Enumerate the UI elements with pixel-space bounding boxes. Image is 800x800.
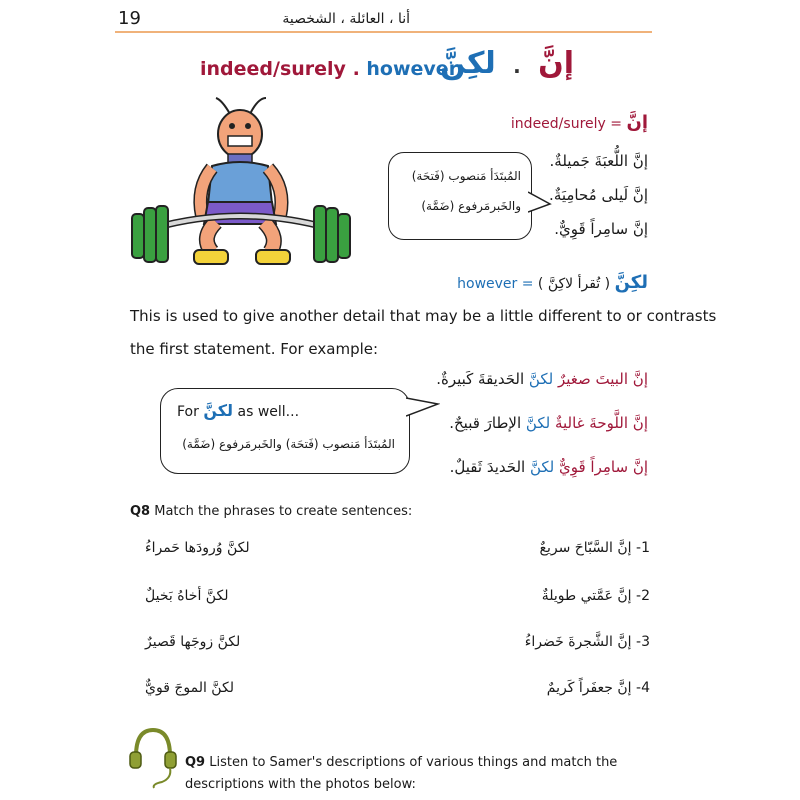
inna-definition — [511, 112, 648, 133]
q8-left-item-4[interactable]: لكنَّ الموجَ قويٌّ — [145, 680, 234, 696]
q8-left-item-1[interactable]: لكنَّ وُرودَها حَمراءُ — [145, 540, 250, 556]
title-lakinna-meaning: however — [366, 58, 459, 80]
grammar-speech-bubble — [388, 152, 532, 240]
chapter-title: أنا ، العائلة ، الشخصية — [282, 11, 410, 27]
q8-right-item-3[interactable]: 3- إنَّ الشَّجرةَ خَضراءُ — [524, 634, 650, 650]
title-inna-word: إنَّ — [538, 46, 575, 81]
lakinna-pronunciation-note: ( تُقرأ لاكِنَّ ) — [537, 276, 611, 292]
lakinna-explanation-line-1: This is used to give another detail that may be a little different to or contrasts — [130, 307, 717, 325]
title-separator: . — [345, 58, 367, 80]
lakinna-example-1: إنَّ البيتَ صغيرٌ لكنَّ الحَديقةَ كَبيرةٌ. — [436, 370, 648, 388]
inna-example-2: إنَّ لَيلى مُحامِيَةٌ. — [549, 186, 648, 204]
lakinna-explanation-line-2: the first statement. For example: — [130, 340, 379, 358]
inna-definition-word: إنَّ — [626, 112, 648, 133]
lakinna-definition — [457, 272, 648, 293]
q8-left-item-2[interactable]: لكنَّ أخاهُ بَخيلٌ — [145, 588, 229, 604]
inna-definition-english: indeed/surely = — [510, 116, 622, 132]
weightlifter-illustration — [130, 92, 370, 274]
title-inna-meaning: indeed/surely — [200, 58, 346, 80]
lesson-title-arabic — [440, 46, 574, 81]
q8-right-item-4[interactable]: 4- إنَّ جعفَراً كَريمٌ — [546, 680, 650, 696]
q8-right-item-1[interactable]: 1- إنَّ السَّبّاحَ سريعٌ — [539, 540, 650, 556]
bubble-for-line: For لكنَّ as well... — [177, 401, 300, 420]
q8-left-item-3[interactable]: لكنَّ زوجَها قَصيرٌ — [145, 634, 241, 650]
lakinna-definition-english: however = — [457, 276, 534, 292]
header-rule — [115, 31, 652, 33]
headphones-icon — [128, 726, 178, 790]
title-dot: . — [506, 54, 528, 78]
speech-bubble-tail-2 — [406, 394, 440, 420]
speech-bubble-tail — [528, 190, 552, 216]
lakinna-example-3: إنَّ سامِراً قَوِيٌّ لكنَّ الحَديدَ ثَقيلٌ. — [449, 458, 648, 476]
bubble-grammar-line: المُبتَدَأ مَنصوب (فَتحَة) والخَبرمَرفوع (ضَمَّة) — [182, 437, 395, 451]
lesson-title-english — [200, 58, 458, 80]
inna-example-1: إنَّ اللُّعبَةَ جَميلةٌ. — [549, 152, 648, 170]
lakinna-speech-bubble — [160, 388, 410, 474]
q8-right-item-2[interactable]: 2- إنَّ عَمَّتي طويلةٌ — [541, 588, 650, 604]
bubble-line-1: المُبتَدَأ مَنصوب (فَتحَة) — [411, 169, 521, 183]
inna-example-3: إنَّ سامِراً قَوِيٌّ. — [554, 220, 648, 238]
q9-instruction: Q9 Listen to Samer's descriptions of various things and match the descriptions with the photos below: — [185, 755, 618, 792]
page-number: 19 — [118, 8, 141, 29]
bubble-line-2: والخَبرمَرفوع (ضَمَّة) — [421, 199, 521, 213]
lakinna-definition-word: لكِنَّ — [614, 272, 648, 293]
q8-instruction: Q8 Match the phrases to create sentences: — [130, 504, 413, 519]
lakinna-example-2: إنَّ اللَّوحةَ غاليةٌ لكنَّ الإطارَ قبيحٌ. — [449, 414, 648, 432]
title-lakinna-word: لكِنَّ — [440, 46, 496, 81]
